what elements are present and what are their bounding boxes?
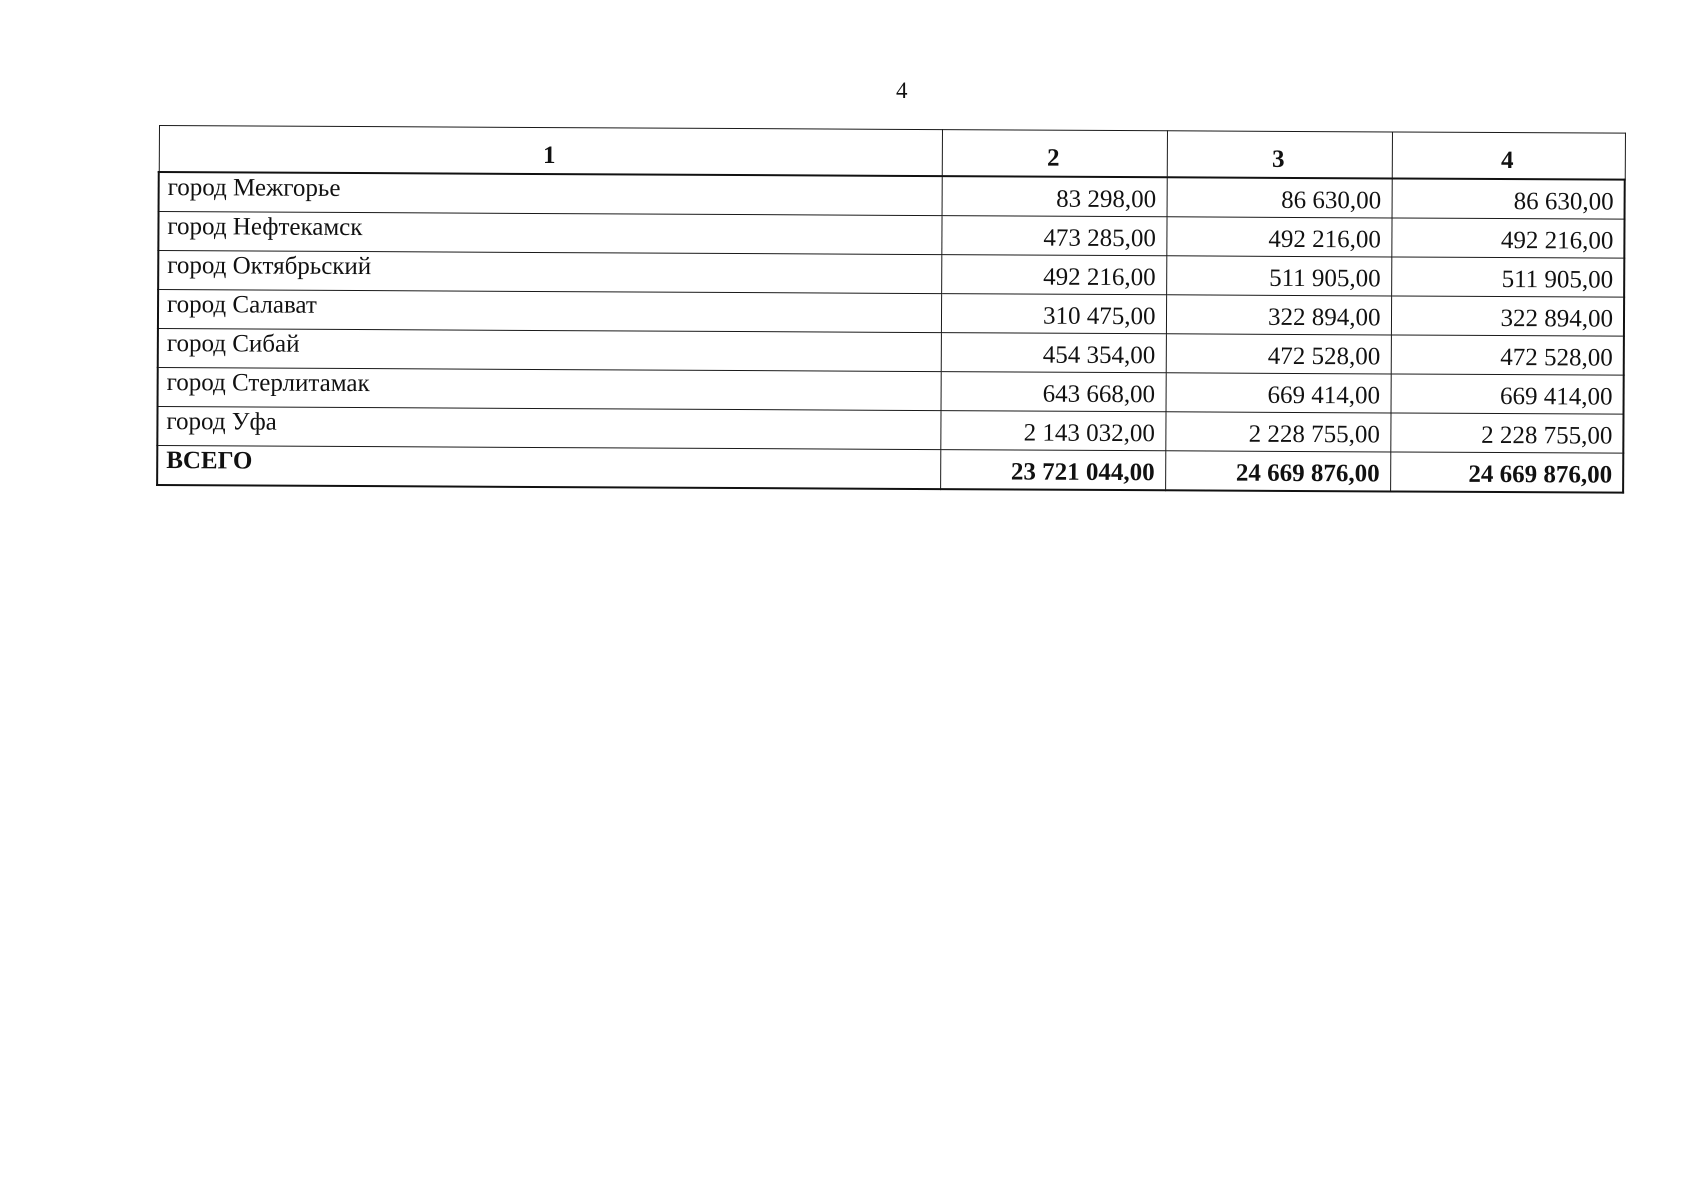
value-cell-col3: 669 414,00: [1166, 373, 1391, 413]
column-header-2: 2: [942, 130, 1167, 178]
row-name-cell: город Стерлитамак: [158, 368, 941, 411]
total-row: [157, 446, 1623, 493]
page-number: 4: [896, 78, 908, 103]
value-cell-col3: 472 528,00: [1166, 334, 1391, 374]
column-header-4: 4: [1392, 132, 1625, 180]
row-name-cell: город Межгорье: [159, 172, 942, 216]
value-cell-col3: 322 894,00: [1166, 295, 1391, 335]
data-table: [156, 125, 1626, 494]
value-cell-col3: 492 216,00: [1166, 217, 1391, 257]
value-cell-col3: 86 630,00: [1167, 177, 1392, 218]
row-name-cell: город Салават: [158, 290, 941, 333]
value-cell-col2: 2 143 032,00: [940, 411, 1165, 451]
value-cell-col4: 669 414,00: [1391, 374, 1624, 414]
value-cell-col4: 511 905,00: [1391, 257, 1624, 297]
value-cell-col2: 473 285,00: [941, 216, 1166, 256]
row-name-cell: город Уфа: [157, 407, 940, 450]
value-cell-col4: 2 228 755,00: [1390, 413, 1623, 453]
total-value-col4: 24 669 876,00: [1390, 452, 1623, 493]
column-header-1: 1: [159, 126, 942, 177]
value-cell-col2: 643 668,00: [941, 372, 1166, 412]
table-header-row: [159, 126, 1625, 180]
value-cell-col4: 472 528,00: [1391, 335, 1624, 375]
value-cell-col3: 511 905,00: [1166, 256, 1391, 296]
total-value-col3: 24 669 876,00: [1165, 451, 1390, 492]
row-name-cell: город Нефтекамск: [158, 212, 941, 255]
row-name-cell: город Сибай: [158, 329, 941, 372]
total-value-col2: 23 721 044,00: [940, 450, 1165, 491]
value-cell-col2: 492 216,00: [941, 255, 1166, 295]
value-cell-col4: 322 894,00: [1391, 296, 1624, 336]
row-name-cell: город Октябрьский: [158, 251, 941, 294]
value-cell-col4: 86 630,00: [1392, 178, 1625, 219]
value-cell-col3: 2 228 755,00: [1165, 412, 1390, 452]
value-cell-col2: 454 354,00: [941, 333, 1166, 373]
value-cell-col4: 492 216,00: [1391, 218, 1624, 258]
value-cell-col2: 310 475,00: [941, 294, 1166, 334]
total-label: ВСЕГО: [157, 446, 940, 490]
value-cell-col2: 83 298,00: [942, 176, 1167, 217]
column-header-3: 3: [1167, 131, 1392, 179]
